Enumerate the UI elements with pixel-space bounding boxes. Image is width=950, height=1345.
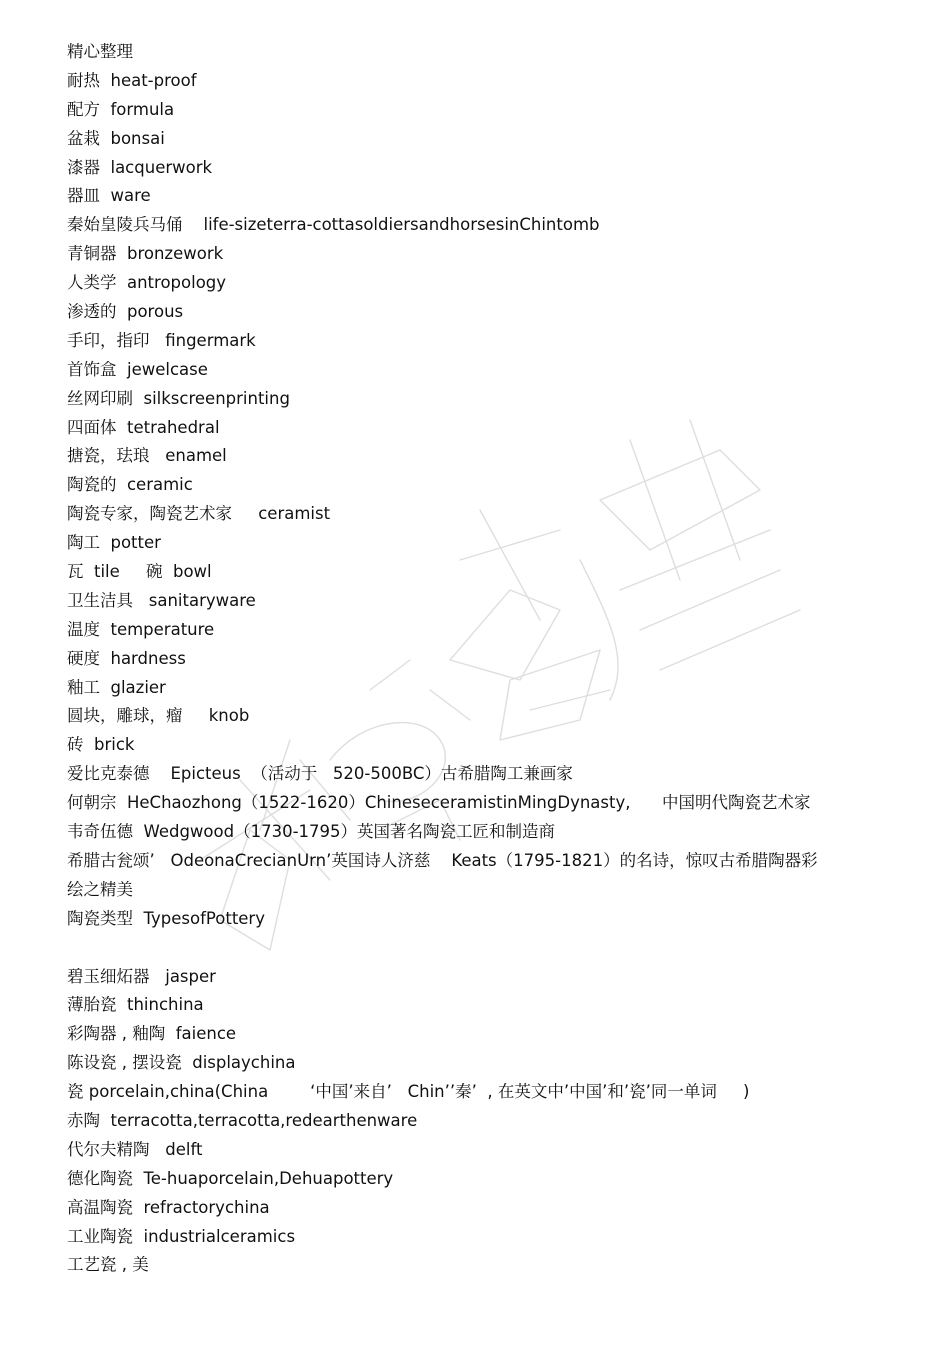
doc-line: 代尔夫精陶 delft <box>67 1139 203 1159</box>
doc-line: 何朝宗 HeChaozhong（1522-1620）ChineseceramistinMingDynasty, 中国明代陶瓷艺术家 <box>67 793 811 813</box>
doc-line: 薄胎瓷 thinchina <box>67 995 204 1015</box>
doc-line: 圆块，雕球，瘤 knob <box>67 706 250 726</box>
doc-line: 韦奇伍德 Wedgwood（1730-1795）英国著名陶瓷工匠和制造商 <box>67 822 556 842</box>
doc-line: 渗透的 porous <box>67 302 184 322</box>
doc-line: 盆栽 bonsai <box>67 128 165 148</box>
doc-line-section-heading: 陶瓷类型 TypesofPottery <box>67 908 265 928</box>
doc-line: 器皿 ware <box>67 186 151 206</box>
doc-line: 赤陶 terracotta,terracotta,redearthenware <box>67 1110 418 1130</box>
doc-line: 釉工 glazier <box>67 677 166 697</box>
doc-line: 瓷 porcelain,china(China ‘中国’来自’ Chin’’秦’ , 在英文中’中国’和’瓷’同一单词 ) <box>67 1082 750 1102</box>
doc-line: 陶瓷专家，陶瓷艺术家 ceramist <box>67 504 331 524</box>
doc-line: 碧玉细炻器 jasper <box>67 966 216 986</box>
doc-line: 秦始皇陵兵马俑 life-sizeterra-cottasoldiersandhorsesinChintomb <box>67 215 600 235</box>
doc-line: 搪瓷，珐琅 enamel <box>67 446 227 466</box>
doc-line: 彩陶器 , 釉陶 faience <box>67 1024 237 1044</box>
doc-line: 丝网印刷 silkscreenprinting <box>67 388 290 408</box>
doc-line: 砖 brick <box>67 735 135 755</box>
doc-line: 硬度 hardness <box>67 648 186 668</box>
doc-line: 陶工 potter <box>67 533 161 553</box>
doc-line: 耐热 heat-proof <box>67 70 197 90</box>
doc-line-title: 精心整理 <box>67 42 133 61</box>
doc-line: 青铜器 bronzework <box>67 244 224 264</box>
doc-line: 手印，指印 fingermark <box>67 330 256 350</box>
doc-line: 工业陶瓷 industrialceramics <box>67 1226 296 1246</box>
doc-line: 人类学 antropology <box>67 273 227 293</box>
doc-line: 陈设瓷 , 摆设瓷 displaychina <box>67 1053 296 1073</box>
doc-line: 四面体 tetrahedral <box>67 417 220 437</box>
doc-line: 高温陶瓷 refractorychina <box>67 1197 270 1217</box>
doc-line: 温度 temperature <box>67 619 215 639</box>
vocabulary-list <box>67 38 877 1280</box>
doc-line: 卫生洁具 sanitaryware <box>67 590 256 610</box>
doc-line: 首饰盒 jewelcase <box>67 359 208 379</box>
doc-line: 陶瓷的 ceramic <box>67 475 193 495</box>
doc-line: 希腊古瓮颂’ OdeonaCrecianUrn’英国诗人济慈 Keats（1795-1821）的名诗，惊叹古希腊陶器彩 <box>67 850 818 870</box>
doc-line: 配方 formula <box>67 99 175 119</box>
doc-line: 漆器 lacquerwork <box>67 157 213 177</box>
doc-line: 工艺瓷 , 美 <box>67 1255 149 1275</box>
doc-line: 德化陶瓷 Te-huaporcelain,Dehuapottery <box>67 1168 394 1188</box>
doc-line: 绘之精美 <box>67 879 133 899</box>
doc-line: 爱比克泰德 Epicteus （活动于 520-500BC）古希腊陶工兼画家 <box>67 764 573 784</box>
doc-line-blank <box>67 934 877 963</box>
doc-line: 瓦 tile 碗 bowl <box>67 562 212 582</box>
